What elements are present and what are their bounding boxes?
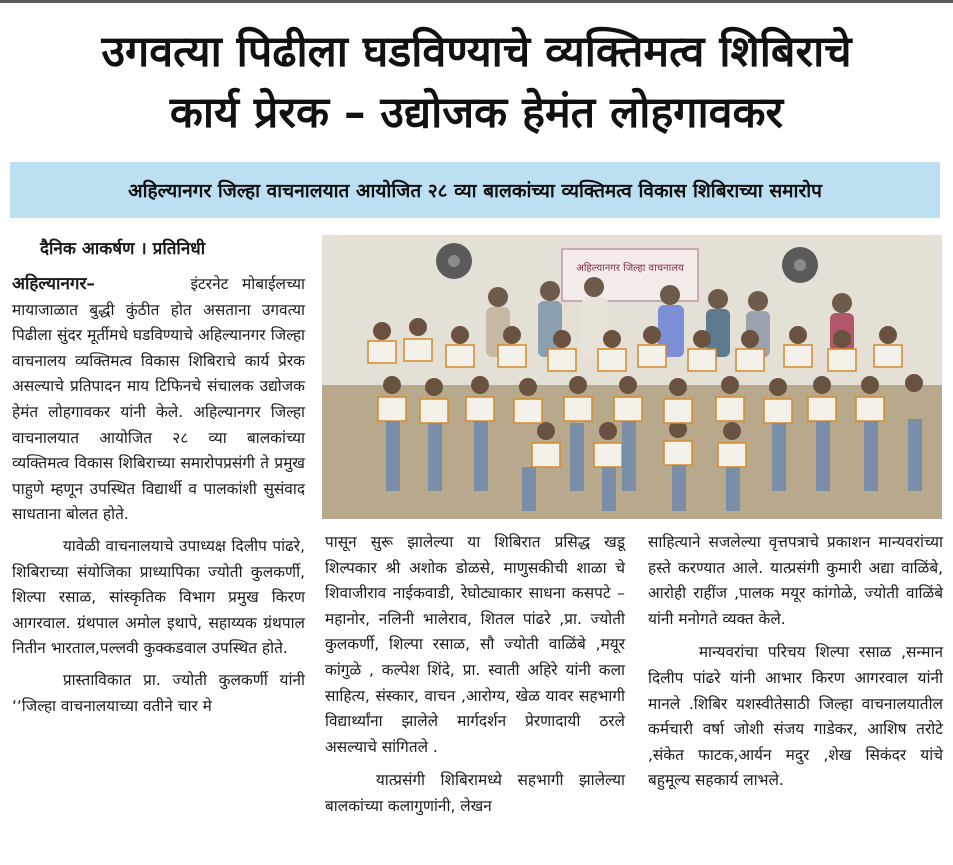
paragraph: यावेळी वाचनालयाचे उपाध्यक्ष दिलीप पांढरे, शिबिराच्या संयोजिका प्राध्यापिका ज्योती कुलकर्णी, शिल्पा रसाळ, सांस्कृतिक विभाग प्रमुख किरण आगरवाल. ग्रंथपाल अमोल इथापे, सहाय्यक ग्रंथपाल नितीन भारताल,पल्लवी कुक्कडवाल उपस्थित होते. [12, 536, 305, 658]
paragraph: मान्यवरांचा परिचय शिल्पा रसाळ ,सन्मान दिलीप पांढरे यांनी आभार किरण आगरवाल यांनी मानले .शिबिर यशस्वीतेसाठी जिल्हा वाचनालयातील कर्मचारी वर्षा जोशी संजय गाडेकर, आशिष तरोटे ,संकेत फाटक,आर्यन मदुर ,शेख सिकंदर यांचे बहुमूल्य सहकार्य लाभले. [648, 643, 943, 790]
paragraph: साहित्याने सजलेल्या वृत्तपत्राचे प्रकाशन मान्यवरांच्या हस्ते करण्यात आले. यात्प्रसंगी कुमारी अद्या वाळिंबे, आरोही राहींज ,पालक मयूर कांगोळे, ज्योती वाळिंबे यांनी मनोगते व्यक्त केले. [648, 533, 943, 628]
paragraph-text: इंटरनेट मोबाईलच्या मायाजाळात बुद्धी कुंठीत होत असताना उगवत्या पिढीला सुंदर मूर्तीमधे घडविण्याचे अहिल्यानगर जिल्हा वाचनालय व्यक्तिमत्व विकास शिबिराचे कार्य प्रेरक असल्याचे प्रतिपादन माय टिफिनचे संचालक उद्योजक हेमंत लोहगावकर यांनी केले. अहिल्यानगर जिल्हा वाचनालयात आयोजित २८ व्या बालकांच्या व्यक्तिमत्व विकास शिबिराच्या समारोपप्रसंगी ते प्रमुख पाहुणे म्हणून उपस्थित विद्यार्थी व पालकांशी सुसंवाद साधताना बोलत होते. [12, 275, 306, 524]
article-column-3 [648, 530, 943, 794]
paragraph: यात्प्रसंगी शिबिरामध्ये सहभागी झालेल्या बालकांच्या कलागुणांनी, लेखन [325, 771, 625, 815]
paragraph [12, 272, 305, 528]
paragraph: पासून सुरू झालेल्या या शिबिरात प्रसिद्ध खडू शिल्पकार श्री अशोक डोळसे, माणुसकीची शाळा चे शिवाजीराव नाईकवाडी, रेघोट्याकार साधना कसपटे –महानोर, नलिनी भालेराव, शितल पांढरे ,प्रा. ज्योती कुलकर्णी, शिल्पा रसाळ, सौ ज्योती वाळिंबे ,मयूर कांगुळे , कल्पेश शिंदे, प्रा. स्वाती अहिरे यांनी कला साहित्य, संस्कार, वाचन ,आरोग्य, खेळ यावर सहभागी विद्यार्थ्यांना झालेले मार्गदर्शन प्रेरणादायी ठरले असल्याचे सांगितले . [325, 533, 625, 756]
byline: दैनिक आकर्षण । प्रतिनिधी [40, 239, 206, 259]
article-column-1 [12, 272, 305, 719]
news-photo [322, 235, 942, 519]
banner-text: अहिल्यानगर जिल्हा वाचनालय [576, 263, 684, 274]
headline-line-1: उगवत्या पिढीला घडविण्याचे व्यक्तिमत्व शिबिराचे [101, 27, 852, 77]
dateline: अहिल्यानगर– [12, 274, 95, 294]
article-column-2 [325, 530, 625, 820]
headline [0, 22, 953, 144]
subheadline-text: अहिल्यानगर जिल्हा वाचनालयात आयोजित २८ व्या बालकांच्या व्यक्तिमत्व विकास शिबिराच्या समारोप [128, 180, 822, 202]
headline-line-2: कार्य प्रेरक – उद्योजक हेमंत लोहगावकर [169, 88, 784, 138]
paragraph: प्रास्ताविकात प्रा. ज्योती कुलकर्णी यांनी ‘‘जिल्हा वाचनालयाच्या वतीने चार मे [12, 670, 305, 715]
subheadline-banner [10, 162, 940, 218]
top-rule [0, 0, 953, 3]
group-photo-illustration [322, 235, 942, 519]
